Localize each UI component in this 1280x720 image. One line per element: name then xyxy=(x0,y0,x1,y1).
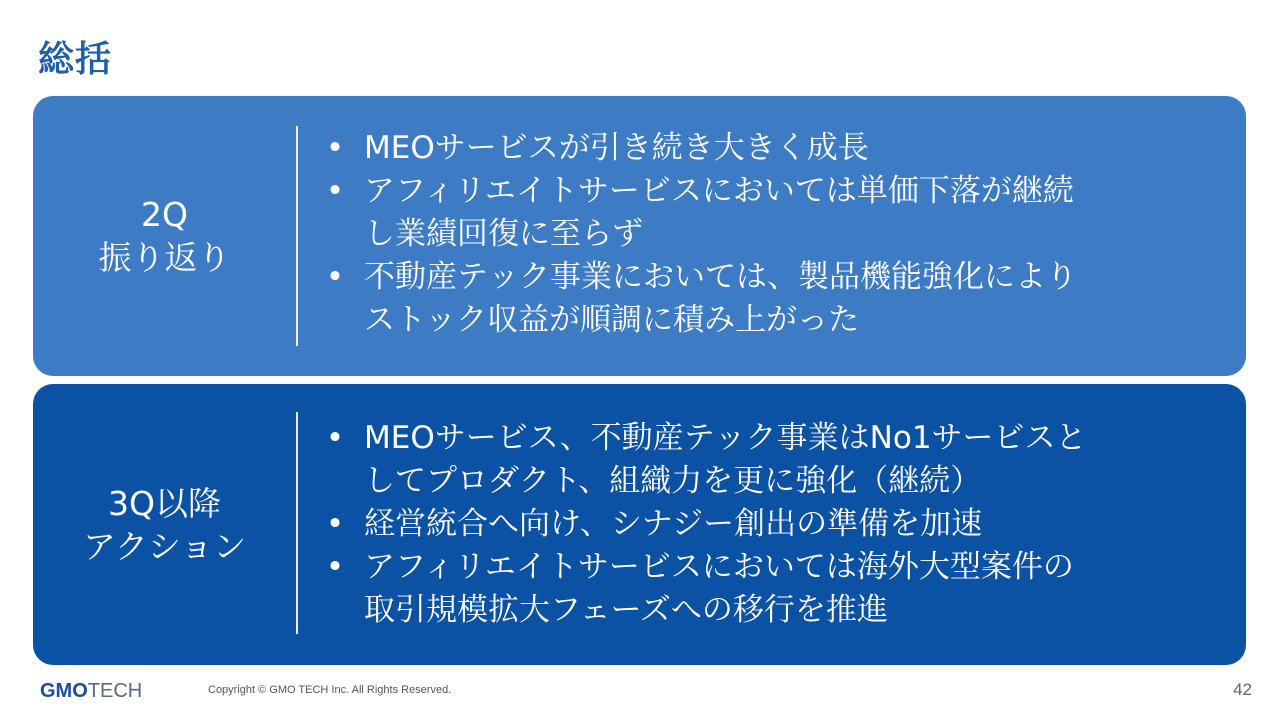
panel-label-line: 3Q以降 xyxy=(108,483,221,523)
page-number: 42 xyxy=(1233,680,1252,699)
panel-label-line: 2Q xyxy=(141,195,188,234)
panel-label xyxy=(33,96,296,376)
panel-label-line: アクション xyxy=(82,526,247,566)
bullet-item xyxy=(321,127,1221,170)
vertical-divider xyxy=(296,412,298,634)
bullet-icon: • xyxy=(325,173,345,209)
bullet-text: 不動産テック事業においては、製品機能強化により xyxy=(364,259,1077,295)
panel-label xyxy=(33,384,296,665)
bullet-text: MEOサービスが引き続き大きく成長 xyxy=(364,130,869,166)
action-3q-panel xyxy=(33,384,1246,665)
bullet-text: してプロダクト、組織力を更に強化（継続） xyxy=(364,463,982,499)
gmo-tech-logo xyxy=(40,680,142,702)
bullet-item xyxy=(321,546,1221,632)
bullet-text: ストック収益が順調に積み上がった xyxy=(364,302,860,338)
bullet-icon: • xyxy=(325,259,345,295)
bullet-item xyxy=(321,256,1221,342)
copyright-text: Copyright © GMO TECH Inc. All Rights Reserved. xyxy=(208,684,452,696)
bullet-item xyxy=(321,503,1221,546)
bullet-text: MEOサービス、不動産テック事業はNo1サービスと xyxy=(364,420,1087,456)
vertical-divider xyxy=(296,126,298,346)
bullet-text: アフィリエイトサービスにおいては単価下落が継続 xyxy=(364,173,1074,209)
bullet-text: アフィリエイトサービスにおいては海外大型案件の xyxy=(364,549,1074,585)
bullet-item xyxy=(321,417,1221,503)
bullet-list xyxy=(321,127,1221,342)
bullet-item xyxy=(321,170,1221,256)
bullet-icon: • xyxy=(325,506,345,542)
bullet-list xyxy=(321,417,1221,632)
panel-label-line: 振り返り xyxy=(98,238,231,277)
logo-tech-text: TECH xyxy=(87,679,143,702)
bullet-icon: • xyxy=(325,420,345,456)
slide-title: 総括 xyxy=(38,39,113,80)
logo-gmo-text: GMO xyxy=(40,679,88,702)
review-2q-panel xyxy=(33,96,1246,376)
bullet-text: 取引規模拡大フェーズへの移行を推進 xyxy=(364,592,888,628)
bullet-text: し業績回復に至らず xyxy=(364,216,643,252)
bullet-icon: • xyxy=(325,130,345,166)
bullet-icon: • xyxy=(325,549,345,585)
bullet-text: 経営統合へ向け、シナジー創出の準備を加速 xyxy=(364,506,983,542)
